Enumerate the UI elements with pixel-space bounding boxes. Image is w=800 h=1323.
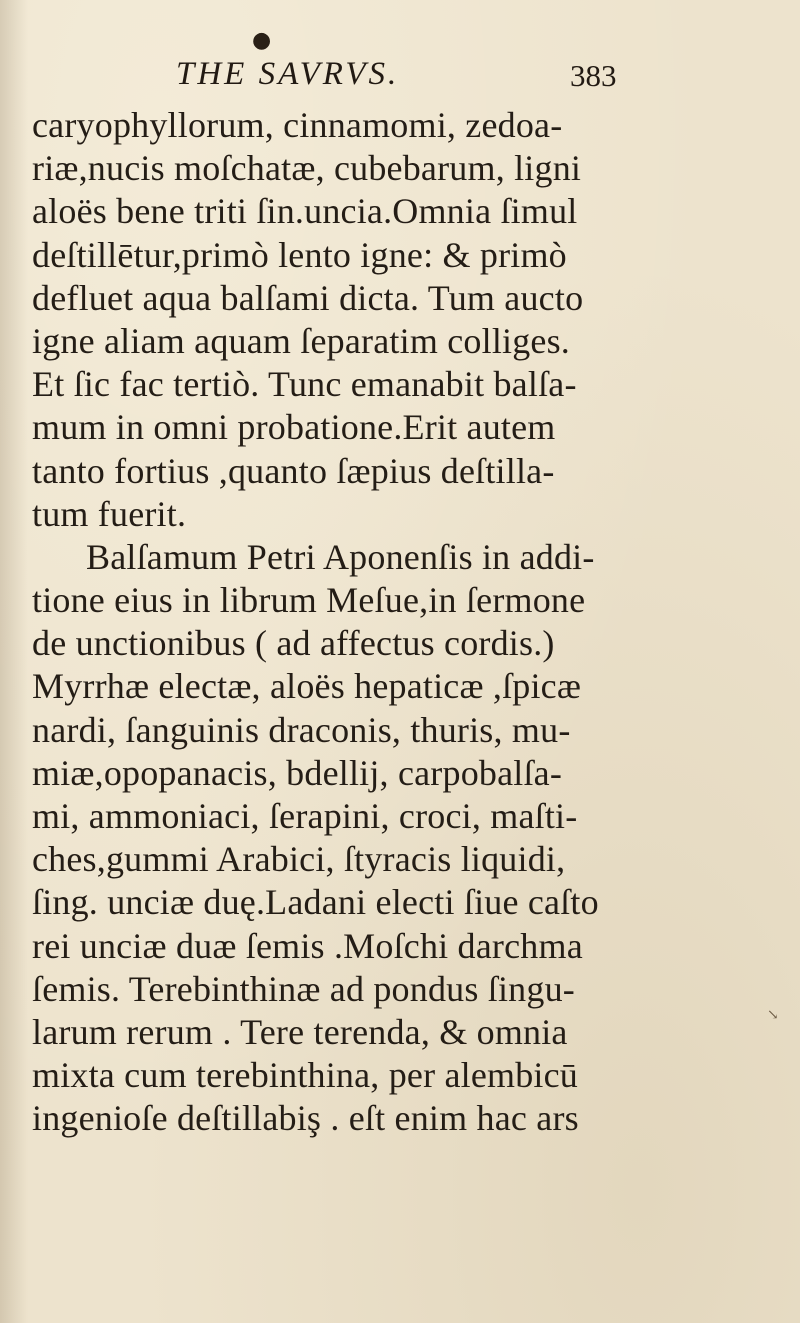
text-line: riæ,nucis moſchatæ, cubebarum, ligni — [32, 148, 582, 189]
text-line: ſing. unciæ duę.Ladani electi ſiue caſto — [32, 882, 599, 923]
text-line: tum fuerit. — [32, 493, 187, 534]
body-text — [32, 104, 652, 1141]
text-line: aloës bene triti ſin.uncia.Omnia ſimul — [32, 191, 578, 232]
text-line: defluet aqua balſami dicta. Tum aucto — [32, 277, 584, 318]
text-line: caryophyllorum, cinnamomi, zedoa- — [32, 105, 563, 145]
text-line: deſtillētur,primò lento igne: & primò — [32, 234, 567, 275]
text-line: rei unciæ duæ ſemis .Moſchi darchma — [32, 925, 583, 966]
text-line: miæ,opopanacis, bdellij, carpobalſa- — [32, 752, 563, 793]
running-title: THE SAVRVS. — [176, 56, 400, 92]
text-line: mixta cum terebinthina, per alembicū — [32, 1055, 579, 1096]
page-number: 383 — [570, 58, 617, 93]
text-line: tione eius in librum Meſue,in ſermone — [32, 580, 586, 621]
text-line: ches,gummi Arabici, ſtyracis liquidi, — [32, 839, 566, 880]
page-header — [0, 56, 800, 106]
text-line: larum rerum . Tere terenda, & omnia — [32, 1011, 568, 1052]
paragraph-start-line: Balſamum Petri Aponenſis in addi- — [86, 536, 595, 577]
text-line: de unctionibus ( ad affectus cordis.) — [32, 623, 555, 664]
text-line: mi, ammoniaci, ſerapini, croci, maſti- — [32, 796, 578, 836]
margin-mark: ↘ — [767, 1007, 779, 1023]
spine-shadow — [0, 0, 28, 1323]
text-line: tanto fortius ,quanto ſæpius deſtilla- — [32, 450, 555, 491]
text-line: Et ſic fac tertiò. Tunc emanabit balſa- — [32, 364, 577, 405]
text-line: ſemis. Terebinthinæ ad pondus ſingu- — [32, 968, 575, 1009]
text-line: nardi, ſanguinis draconis, thuris, mu- — [32, 709, 571, 750]
text-line: mum in omni probatione.Erit autem — [32, 407, 556, 448]
text-line: ingenioſe deſtillabiş . eſt enim hac ars — [32, 1098, 579, 1139]
text-line: Myrrhæ electæ, aloës hepaticæ ,ſpicæ — [32, 666, 582, 707]
text-line: igne aliam aquam ſeparatim colliges. — [32, 320, 571, 361]
ink-blot: ● — [252, 28, 272, 53]
